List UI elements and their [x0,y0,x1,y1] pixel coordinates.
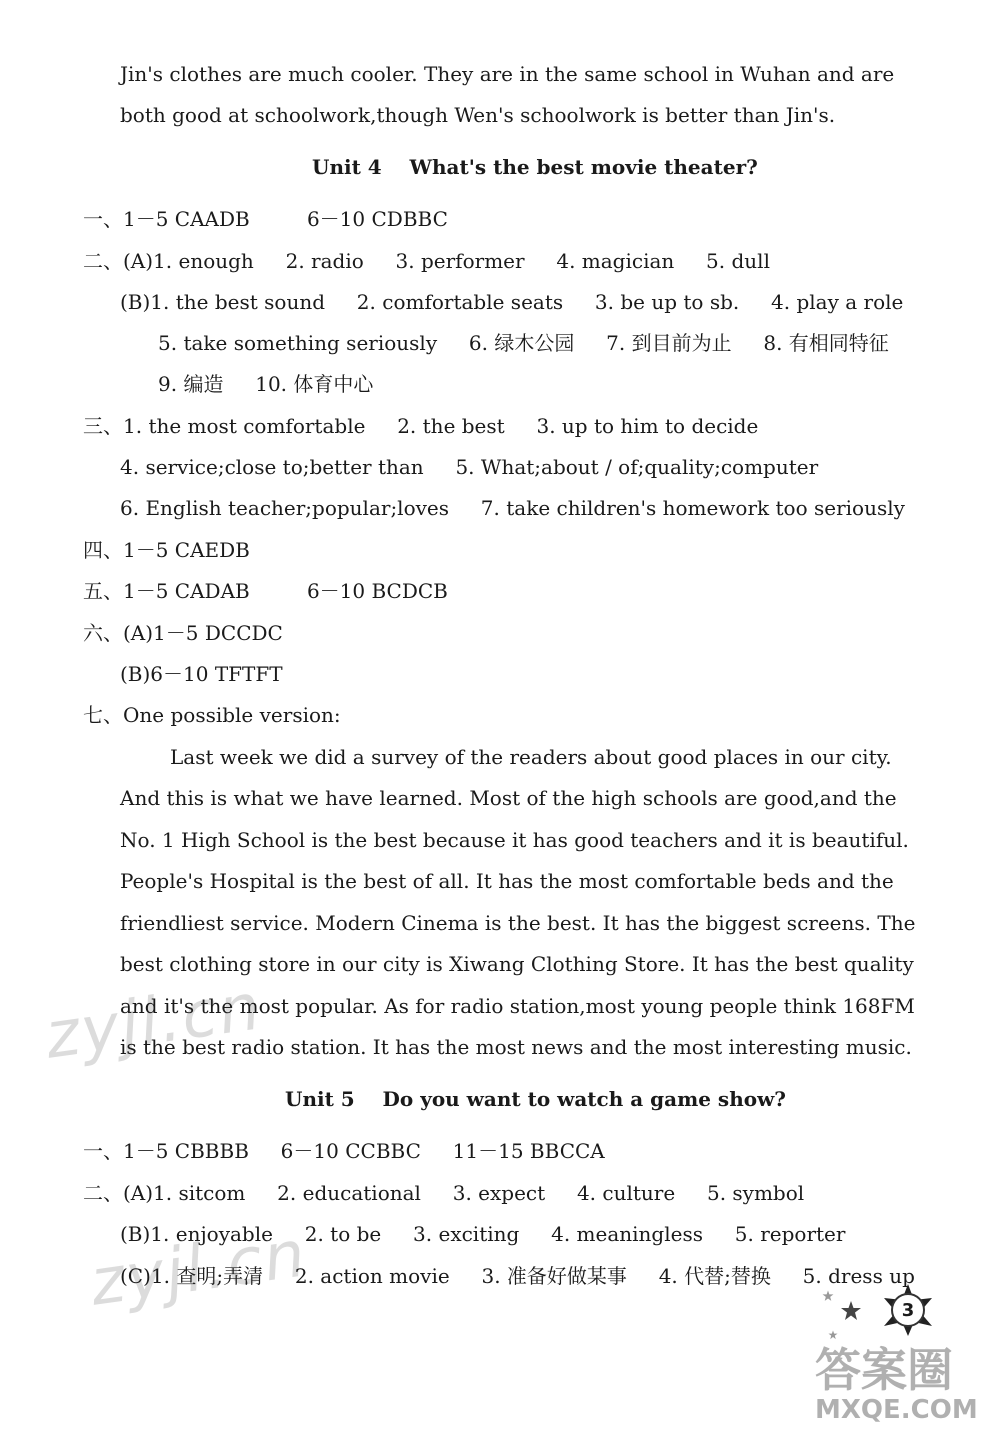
watermark-zyjl-2: zyjl.cn [85,1217,312,1321]
intro-line-1: Jin's clothes are much cooler. They are in the same school in Wuhan and are [120,62,895,86]
unit4-line-12: (B)6－10 TFTFT [120,662,283,686]
unit5-line-4: (C)1. 查明;弄清 2. action movie 3. 准备好做某事 4. 代替;替换 5. dress up [120,1264,915,1288]
essay-line-6: best clothing store in our city is Xiwang Clothing Store. It has the best quality [120,952,914,976]
intro-line-2: both good at schoolwork,though Wen's schoolwork is better than Jin's. [120,103,836,127]
logo-text: 答案圈 [815,1343,953,1397]
unit4-line-3: (B)1. the best sound 2. comfortable seats 3. be up to sb. 4. play a role [120,290,904,314]
essay-line-1: Last week we did a survey of the readers about good places in our city. [170,745,892,769]
unit4-line-5: 9. 编造 10. 体育中心 [158,372,374,396]
unit5-line-2: 二、(A)1. sitcom 2. educational 3. expect 4. culture 5. symbol [83,1181,805,1205]
watermark-zyjl-1: zyjl.cn [40,970,267,1074]
essay-line-4: People's Hospital is the best of all. It has the most comfortable beds and the [120,869,894,893]
answer-site-logo [815,1345,978,1425]
unit4-line-7: 4. service;close to;better than 5. What;about / of;quality;computer [120,455,819,479]
page-number: 3 [891,1293,925,1327]
star-icon [828,1330,838,1340]
unit5-line-3: (B)1. enjoyable 2. to be 3. exciting 4. meaningless 5. reporter [120,1222,846,1246]
unit4-line-13: 七、One possible version: [83,703,341,727]
essay-line-7: and it's the most popular. As for radio station,most young people think 168FM [120,994,915,1018]
page-number-badge [880,1282,936,1338]
essay-line-2: And this is what we have learned. Most of the high schools are good,and the [120,786,897,810]
star-icon [822,1290,834,1302]
essay-line-8: is the best radio station. It has the most news and the most interesting music. [120,1035,912,1059]
essay-line-3: No. 1 High School is the best because it has good teachers and it is beautiful. [120,828,909,852]
unit5-line-1: 一、1－5 CBBBB 6－10 CCBBC 11－15 BBCCA [83,1139,605,1163]
star-icon [840,1300,862,1322]
unit4-line-9: 四、1－5 CAEDB [83,538,250,562]
unit4-line-8: 6. English teacher;popular;loves 7. take children's homework too seriously [120,496,905,520]
unit4-line-11: 六、(A)1－5 DCCDC [83,621,283,645]
unit4-line-4: 5. take something seriously 6. 绿木公园 7. 到目前为止 8. 有相同特征 [158,331,889,355]
unit4-line-2: 二、(A)1. enough 2. radio 3. performer 4. magician 5. dull [83,249,770,273]
unit4-line-1: 一、1－5 CAADB 6－10 CDBBC [83,207,448,231]
unit5-title: Unit 5 Do you want to watch a game show? [285,1087,787,1111]
logo-url: MXQE.COM [815,1395,978,1425]
unit4-title: Unit 4 What's the best movie theater? [312,155,758,179]
essay-line-5: friendliest service. Modern Cinema is the best. It has the biggest screens. The [120,911,916,935]
unit4-line-10: 五、1－5 CADAB 6－10 BCDCB [83,579,448,603]
unit4-line-6: 三、1. the most comfortable 2. the best 3. up to him to decide [83,414,759,438]
